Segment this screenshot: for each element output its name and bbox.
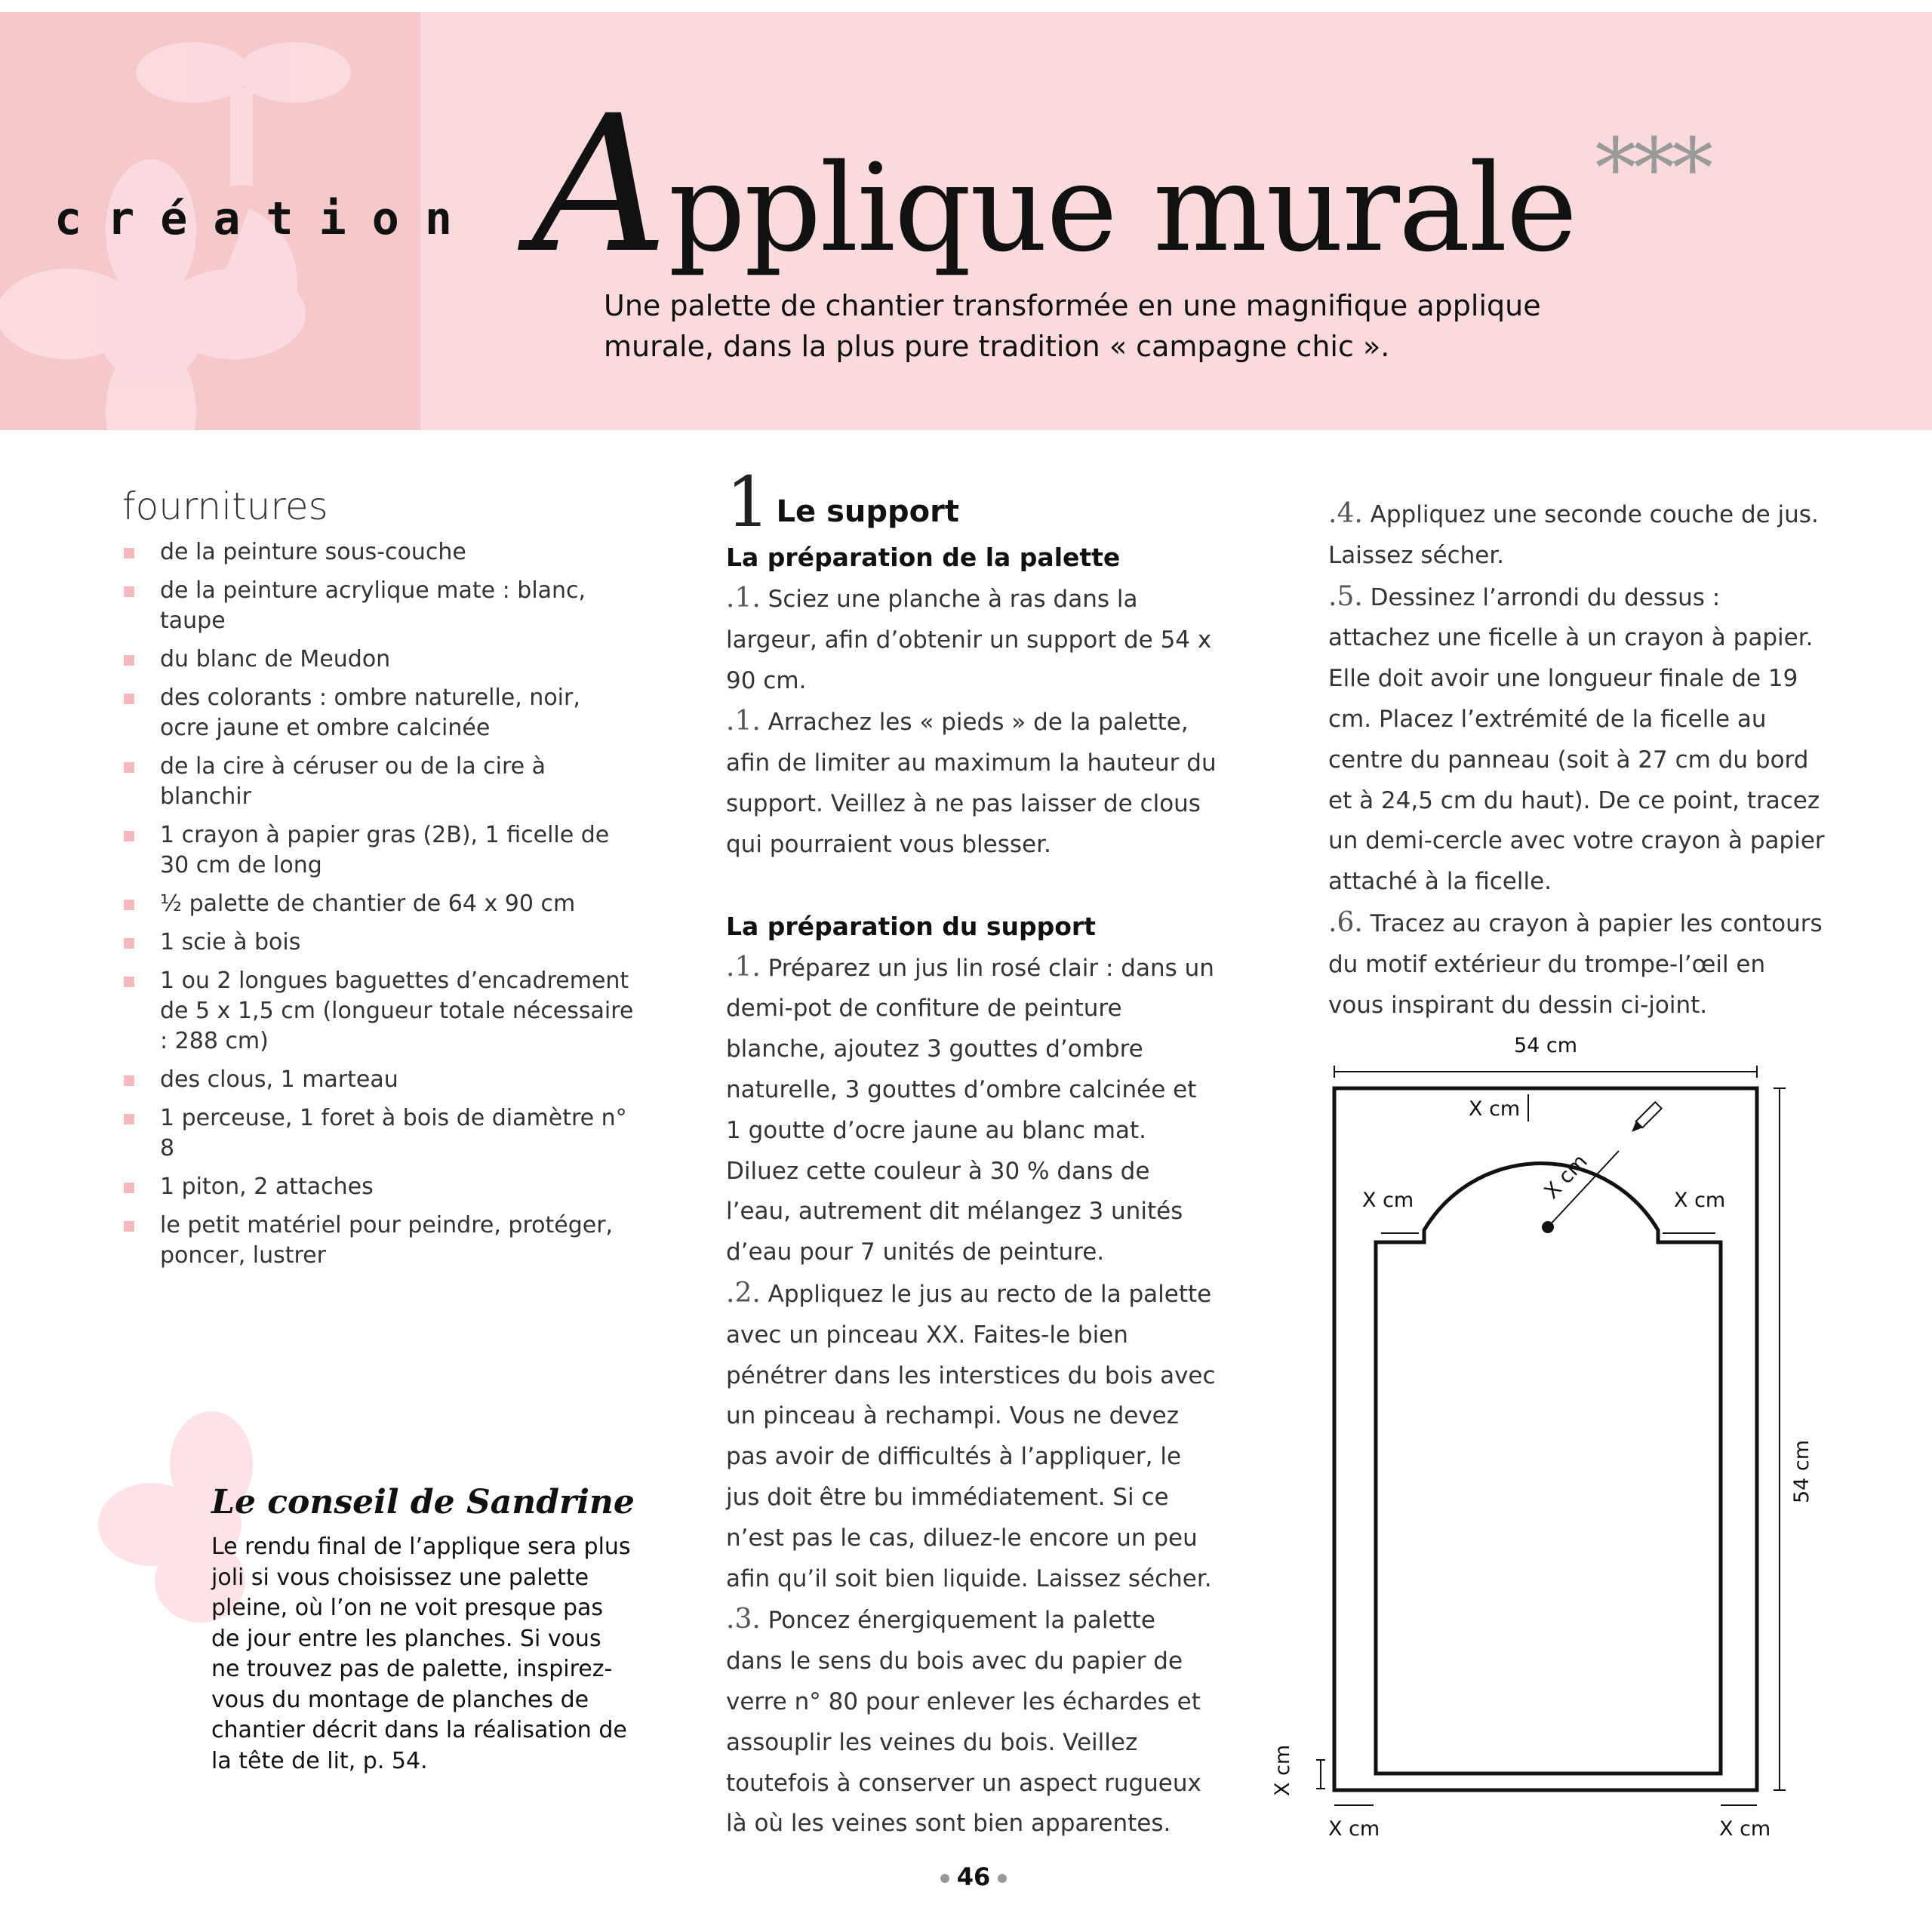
supply-item: de la cire à céruser ou de la cire à blanchir: [121, 752, 634, 812]
bottom-left-xcm-label: X cm: [1328, 1817, 1380, 1841]
subheading-palette: La préparation de la palette: [726, 543, 1121, 572]
section-number: 1: [726, 462, 771, 543]
square-bullet-icon: [124, 831, 134, 841]
footer-dot-icon: [998, 1874, 1007, 1883]
pencil-icon: [1629, 1102, 1662, 1135]
square-bullet-icon: [124, 586, 134, 597]
supply-item: de la peinture sous-couche: [121, 537, 634, 568]
title-initial: A: [532, 75, 669, 294]
steps-column-2: [1328, 494, 1826, 1026]
page-title: [532, 75, 1711, 294]
difficulty-rating: ***: [1595, 120, 1711, 217]
step: .2. Appliquez le jus au recto de la palette avec un pinceau XX. Faites-le bien pénétrer dans les interstices du bois avec un pinceau à rechampi. Vous ne devez pas avoir de difficultés à l’appliquer, le jus doit être bu immédiatement. Si ce n’est pas le cas, diluez-le encore un peu afin qu’il soit bien liquide. Laissez sécher.: [726, 1277, 1216, 1592]
supply-item: 1 crayon à papier gras (2B), 1 ficelle de 30 cm de long: [121, 820, 634, 881]
page-subtitle: Une palette de chantier transformée en une magnifique applique murale, dans la plus pure tradition « campagne chic ».: [604, 289, 1541, 363]
step: .1. Sciez une planche à ras dans la largeur, afin d’obtenir un support de 54 x 90 cm.: [726, 583, 1212, 694]
step: .6. Tracez au crayon à papier les contours du motif extérieur du trompe-l’œil en vous inspirant du dessin ci-joint.: [1328, 906, 1823, 1019]
supply-item: 1 perceuse, 1 foret à bois de diamètre n° 8: [121, 1103, 634, 1164]
subheading-support: La préparation du support: [726, 911, 1096, 941]
left-shoulder-xcm-label: X cm: [1362, 1189, 1414, 1212]
supply-item: de la peinture acrylique mate : blanc, taupe: [121, 576, 634, 636]
radius-label: X cm: [1540, 1149, 1592, 1204]
step: .4. Appliquez une seconde couche de jus. Laissez sécher.: [1328, 498, 1819, 569]
square-bullet-icon: [124, 655, 134, 666]
steps-column-1: [726, 462, 1217, 1844]
supply-item: 1 ou 2 longues baguettes d’encadrement de 5 x 1,5 cm (longueur totale nécessaire : 288 cm): [121, 966, 634, 1057]
section-title: Le support: [776, 494, 959, 529]
square-bullet-icon: [124, 977, 134, 987]
section-heading: [726, 462, 1217, 543]
right-shoulder-xcm-label: X cm: [1674, 1189, 1726, 1212]
page-footer: [928, 1863, 1019, 1891]
square-bullet-icon: [124, 1221, 134, 1232]
panel-diagram: [1268, 1019, 1811, 1852]
supply-item: du blanc de Meudon: [121, 645, 634, 675]
supplies-list: [121, 537, 634, 1279]
step: .1. Préparez un jus lin rosé clair : dans un demi-pot de confiture de peinture blanche, ajoutez 3 gouttes d’ombre naturelle, 3 gouttes d’ombre calcinée et 1 goutte d’ocre jaune au blanc mat. Diluez cette couleur à 30 % dans de l’eau, autrement dit mélangez 3 unités d’eau pour 7 unités de peinture.: [726, 951, 1214, 1266]
supply-item: ½ palette de chantier de 64 x 90 cm: [121, 889, 634, 919]
square-bullet-icon: [124, 762, 134, 773]
footer-dot-icon: [940, 1874, 949, 1883]
width-dimension-label: 54 cm: [1513, 1034, 1578, 1057]
supply-item: des clous, 1 marteau: [121, 1065, 634, 1095]
square-bullet-icon: [124, 938, 134, 949]
bottom-left-vertical-xcm-label: X cm: [1271, 1744, 1294, 1796]
square-bullet-icon: [124, 1114, 134, 1124]
tip-title: Le conseil de Sandrine: [211, 1483, 635, 1521]
step: .3. Poncez énergiquement la palette dans le sens du bois avec du papier de verre n° 80 pour enlever les échardes et assouplir les veines du bois. Veillez toutefois à conserver un aspect rugueux là où les veines sont bien apparentes.: [726, 1604, 1201, 1838]
tip-body: Le rendu final de l’applique sera plus joli si vous choisissez une palette pleine, où l’on ne voit presque pas de jour entre les planches. Si vous ne trouvez pas de palette, inspirez-vous du montage de planches de chantier décrit dans la réalisation de la tête de lit, p. 54.: [211, 1534, 631, 1774]
top-xcm-label: X cm: [1469, 1097, 1521, 1121]
bottom-right-xcm-label: X cm: [1719, 1817, 1771, 1841]
supplies-heading: fournitures: [122, 485, 328, 528]
square-bullet-icon: [124, 1183, 134, 1193]
supply-item: 1 scie à bois: [121, 928, 634, 958]
square-bullet-icon: [124, 900, 134, 910]
section-label: création: [54, 192, 478, 245]
square-bullet-icon: [124, 694, 134, 704]
title-rest: pplique murale: [668, 137, 1577, 278]
step: .1. Arrachez les « pieds » de la palette, afin de limiter au maximum la hauteur du support. Veillez à ne pas laisser de clous qui pourraient vous blesser.: [726, 706, 1217, 858]
supply-item: le petit matériel pour peindre, protéger, poncer, lustrer: [121, 1211, 634, 1271]
supply-item: 1 piton, 2 attaches: [121, 1172, 634, 1202]
height-dimension-label: 54 cm: [1790, 1439, 1811, 1504]
page-number: 46: [956, 1863, 991, 1891]
square-bullet-icon: [124, 1075, 134, 1086]
supply-item: des colorants : ombre naturelle, noir, ocre jaune et ombre calcinée: [121, 683, 634, 743]
step: .5. Dessinez l’arrondi du dessus : attachez une ficelle à un crayon à papier. Elle doit avoir une longueur finale de 19 cm. Placez l’extrémité de la ficelle au centre du panneau (soit à 27 cm du bord et à 24,5 cm du haut). De ce point, tracez un demi-cercle avec votre crayon à papier attaché à la ficelle.: [1328, 580, 1825, 896]
square-bullet-icon: [124, 548, 134, 558]
